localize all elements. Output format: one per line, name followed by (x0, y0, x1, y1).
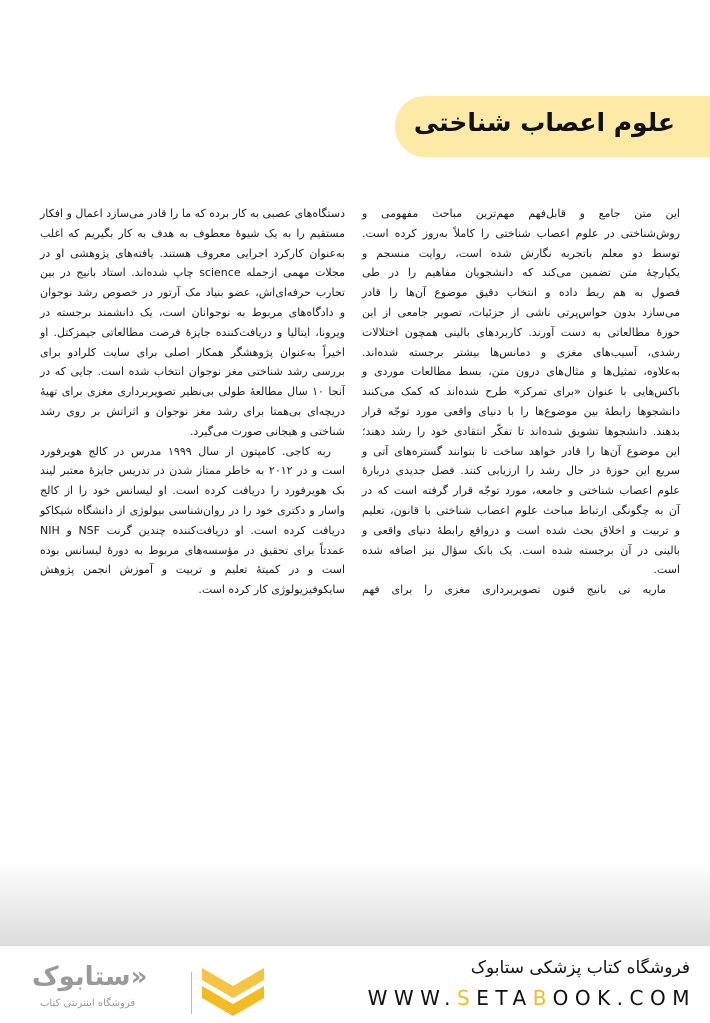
url-part: OOK.COM (552, 986, 696, 1010)
text-line: به‌علاوه، تمثیل‌ها و مثال‌های درون متن، بسط مطالعات موردی و (362, 365, 680, 379)
text-line: روش‌شناختی در علوم اعصاب شناختی را کاملاً به‌روز کرده است. (362, 226, 680, 240)
store-name: فروشگاه کتاب پزشکی ستابوک (470, 958, 690, 978)
text-line: بدهند. دانشجوها تشویق شده‌اند تا تفکّر انتقادی خود را رشد دهند؛ (362, 424, 680, 438)
text-line: یکپارچهٔ متن تضمین می‌کند که دانشجویان مفاهیم را در طی (362, 266, 680, 280)
paragraph (362, 580, 680, 600)
text-line: باکس‌هایی با عنوان «برای تمرکز» طرح شده‌اند که کمک می‌کنند (362, 385, 680, 399)
text-line: ربه کاجی. کامپتون از سال ۱۹۹۹ مدرس در کالج هویرفورد (40, 444, 331, 458)
text-line: مستقیم را به یک شیوهٔ معطوف به هدف به کار بگیریم که اغلب (40, 226, 345, 240)
text-line: بالینی در آن برجسته شده است. یک بانک سؤال نیز اضافه شده (362, 543, 680, 557)
logo-wordmark: «ستابوک (32, 962, 148, 992)
url-part: WWW. (367, 986, 458, 1010)
text-line: سریع این حوزهٔ در حال رشد را ارزیابی کنند. فصل جدیدی دربارهٔ (362, 464, 680, 478)
url-part-highlight: S (457, 986, 477, 1010)
text-line: اخیراً به‌عنوان پژوهشگر همکار اصلی برای سایت کلرادو برای (40, 345, 345, 359)
url-part-highlight: B (532, 986, 553, 1010)
text-line: عمدتاً برای تحقیق در مؤسسه‌های مربوط به دورهٔ لیسانس بوده (40, 543, 345, 557)
text-line: سایکوفیزیولوژی کار کرده است. (198, 583, 345, 597)
text-line: است و در ۲۰۱۲ به خاطر ممتاز شدن در تدریس جایزهٔ معتبر لیند (40, 464, 345, 478)
text-line: این متن جامع و قابل‌فهم مهم‌ترین مباحث مفهومی و (362, 207, 680, 220)
text-line: شناختی و هیجانی صورت می‌گیرد. (189, 424, 345, 438)
footer (0, 946, 710, 1023)
text-line: مجلات مهمی ازجمله science چاپ شده‌اند. استاد بانیج در بین (40, 266, 345, 280)
text-line: است و در کمیتهٔ تعلیم و تربیت و آموزش انجمن پژوهش (40, 563, 345, 577)
url-part: ETA (476, 986, 533, 1010)
setabook-logo-icon (200, 966, 266, 1016)
text-line: به‌عنوان کارکرد اجرایی معروف هستند. یافته‌های پژوهشی او در (40, 246, 345, 260)
text-line: رشدی، آسیب‌های مغزی و دمانس‌ها بیشتر برجسته شده‌اند. (362, 345, 680, 359)
footer-fade (0, 860, 710, 946)
text-line: فصول به هم ربط داده و انتخاب دقیق موضوع آن‌ها را قادر (362, 286, 680, 300)
text-line: حوزهٔ مطالعاتی به دست آورند. کاربردهای بالینی همچون اختلالات (362, 325, 680, 339)
text-line: این موضوع آن‌ها را قادر خواهد ساخت تا بتوانند گستره‌های آتی و (362, 444, 680, 458)
paragraph (40, 204, 345, 442)
right-column (362, 204, 680, 600)
left-column (40, 204, 345, 600)
text-line: است. (653, 563, 680, 577)
text-line: بک هویرفورد را دریافت کرده است. او لیسانس خود را از کالج (40, 484, 345, 498)
text-line: و تربیت و اخلاق بحث شده است و درواقع رابطهٔ دنیای واقعی و (362, 523, 680, 537)
text-line: دانشجوها رابطهٔ بین موضوع‌ها را با دنیای واقعی مورد توجّه قرار (362, 404, 680, 418)
text-line: دریچه‌ای بی‌همتا برای رشد مغز نوجوان و اثراتش بر روی رشد (40, 404, 345, 418)
text-line: می‌سازد بدون حواس‌پرتی ناشی از جزئیات، تصویر جامعی از این (362, 305, 680, 319)
text-line: آنجا ۱۰ سال مطالعهٔ طولی بی‌نظیر تصویربرداری مغزی برای تهیهٔ (40, 385, 345, 399)
text-line: آن به چگونگی ارتباط مباحث علوم اعصاب شناختی با قانون، تعلیم (362, 503, 680, 517)
logo-divider (191, 972, 192, 1014)
text-line: بررسی رشد شناختی مغز نوجوان انتخاب شده است. جایی که در (40, 365, 345, 379)
text-line: و دادگاه‌های مربوط به نوجوانان است، یک دانشمند برجسته در (40, 305, 345, 319)
text-line: واسار و دکتری خود را در روان‌شناسی بیولوژی از دانشگاه شیکاکو (40, 503, 345, 517)
chapter-title: علوم اعصاب شناختی (413, 108, 675, 137)
text-line: دستگاه‌های عصبی به کار برده که ما را قادر می‌سازد اعمال و افکار (40, 207, 345, 220)
text-line: تجارب حرفه‌ای‌اش، عضو بنیاد مک آرتور در خصوص رشد نوجوان (40, 286, 345, 300)
text-line: دریافت کرده است. او دریافت‌کننده چندین گرنت NSF و NIH (40, 523, 345, 537)
paragraph (40, 442, 345, 600)
text-line: ماریه تی بانیج فنون تصویربرداری مغزی را برای فهم (362, 583, 666, 597)
text-line: ویرونا، ایتالیا و دریافت‌کننده جایزهٔ فرصت مطالعاتی جیمزکتل. او (40, 325, 345, 339)
logo-subtitle: فروشگاه اینترنتی کتاب (40, 998, 136, 1009)
text-line: توسط دو معلم باتجربه نگارش شده است، روایت منسجم و (362, 246, 680, 260)
chapter-title-banner (395, 96, 710, 157)
paragraph (362, 204, 680, 580)
text-line: علوم اعصاب شناختی و جامعه، مورد توجّه قرار گرفته است که در (362, 484, 680, 498)
store-url[interactable] (368, 986, 696, 1010)
